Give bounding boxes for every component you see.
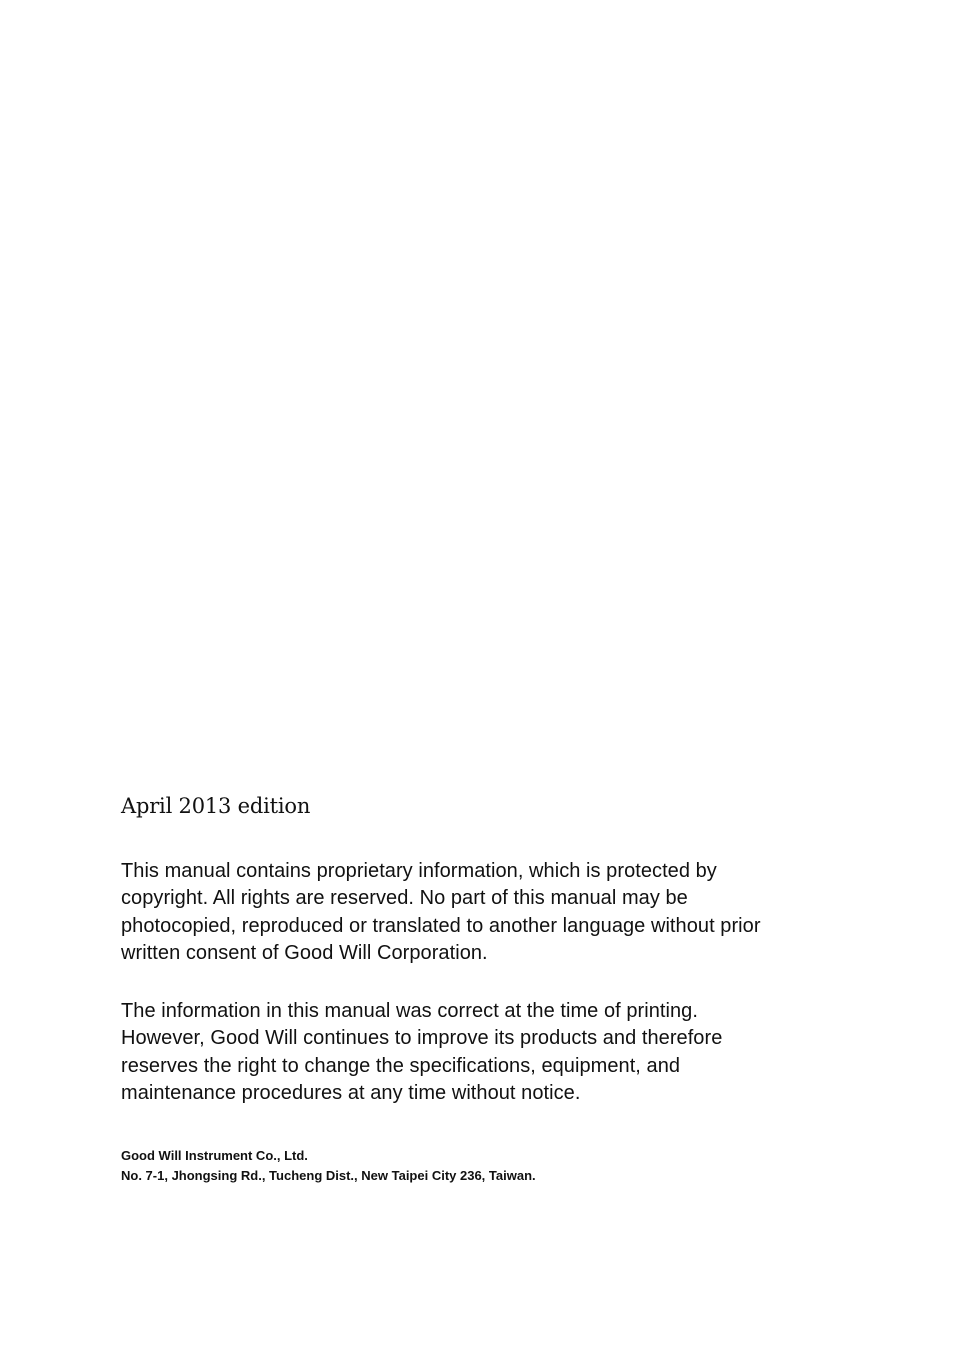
- company-name: Good Will Instrument Co., Ltd.: [121, 1148, 308, 1164]
- disclaimer-paragraph: The information in this manual was correct at the time of printing. However, Good Will continues to improve its products and therefore reserves the right to change the specifications, equipment, and maintenance procedures at any time without notice.: [121, 1000, 723, 1105]
- company-street-address: No. 7-1, Jhongsing Rd., Tucheng Dist., New Taipei City 236, Taiwan.: [121, 1168, 536, 1184]
- copyright-notice-block: [121, 790, 781, 1186]
- proprietary-notice-paragraph: This manual contains proprietary information, which is protected by copyright. All rights are reserved. No part of this manual may be photocopied, reproduced or translated to another language without prior written consent of Good Will Corporation.: [121, 860, 761, 964]
- company-address-block: [121, 1146, 781, 1186]
- edition-date: April 2013 edition: [121, 794, 311, 818]
